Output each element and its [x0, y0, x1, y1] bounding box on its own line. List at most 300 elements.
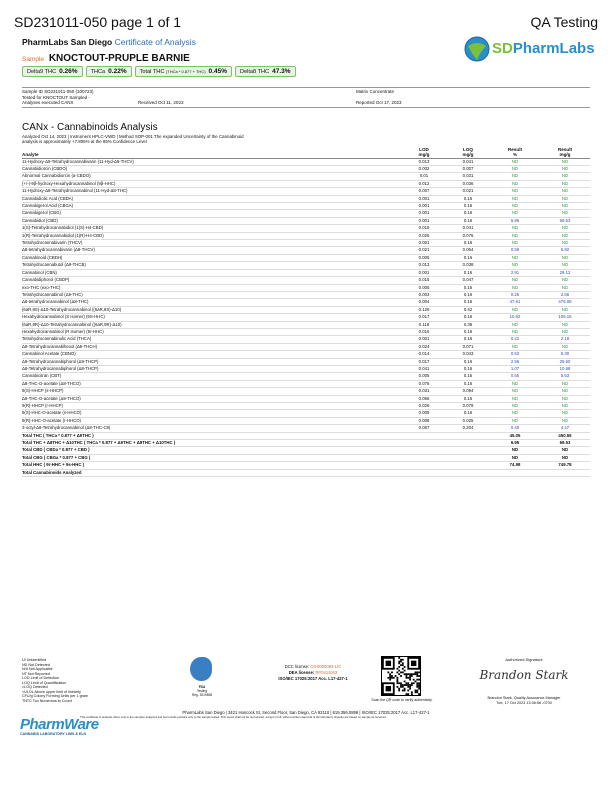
cell-result-pct: ND	[490, 180, 540, 187]
cell-result-mg: ND	[540, 158, 590, 165]
cell-result-pct: 6.95	[490, 440, 540, 447]
cell-loq: 0.39	[446, 321, 490, 328]
table-row	[22, 395, 590, 402]
cell-result-mg: 450.55	[540, 432, 590, 439]
cell-result-pct: 10.62	[490, 314, 540, 321]
fda-line2: Testing	[196, 689, 208, 693]
cell-lod: 0.041	[402, 365, 446, 372]
lab-globe-icon	[464, 36, 490, 62]
cell-result-pct: 1.07	[490, 365, 540, 372]
col-loq	[446, 148, 490, 158]
cell-lod	[402, 440, 446, 447]
cell-lod: 0.008	[402, 417, 446, 424]
cell-loq: 0.16	[446, 373, 490, 380]
cell-result-pct: 45.05	[490, 432, 540, 439]
cell-result-pct: 0.55	[490, 373, 540, 380]
cell-analyte: Δ9-Tetrahydrocannabihexol (Δ9-THCH)	[22, 343, 402, 350]
total-row	[22, 454, 590, 461]
sample-name	[22, 53, 190, 64]
cell-loq: 0.041	[446, 158, 490, 165]
fda-line1: FDA	[198, 685, 206, 689]
cell-analyte: Cannabigerol Acid (CBGA)	[22, 203, 402, 210]
cell-loq: 0.16	[446, 328, 490, 335]
total-row	[22, 469, 590, 476]
table-row	[22, 291, 590, 298]
summary-pills	[22, 66, 296, 77]
cell-analyte: Cannabidiol (CBD)	[22, 217, 402, 224]
abbreviation-legend	[22, 658, 102, 703]
cell-analyte: Cannabidiphorol (CBDP)	[22, 277, 402, 284]
cell-loq: 0.038	[446, 262, 490, 269]
cell-analyte: 1(R)-Tetrahydrocannabidiol (1(R)-H4-CBD)	[22, 232, 402, 239]
cell-result-mg: ND	[540, 328, 590, 335]
loq-label: LOQ	[463, 147, 473, 152]
legend-item: CFU/g Colony Forming Units per 1 gram	[22, 694, 88, 698]
table-row	[22, 217, 590, 224]
cell-result-pct: ND	[490, 306, 540, 313]
license-info	[262, 664, 364, 682]
cell-lod: 0.001	[402, 195, 446, 202]
cell-result-pct: ND	[490, 380, 540, 387]
cell-analyte: Δ8-Tetrahydrocannabiphorol (Δ8-THCP)	[22, 365, 402, 372]
cell-result-mg: ND	[540, 417, 590, 424]
cell-loq	[446, 454, 490, 461]
legend-item: TNTC Too Numerous to Count	[22, 698, 72, 703]
cell-result-mg: ND	[540, 210, 590, 217]
result-mg-unit: mg/g	[559, 151, 571, 157]
cell-result-mg: 5.92	[540, 247, 590, 254]
cell-lod: 0.118	[402, 321, 446, 328]
cell-lod	[402, 469, 446, 476]
cell-analyte: Tetrahydrocannabutol (Δ9-THCB)	[22, 262, 402, 269]
table-row	[22, 328, 590, 335]
cell-result-pct: 2.91	[490, 269, 540, 276]
pill-value: 47.3%	[272, 68, 291, 75]
lab-name-text: PharmLabs San Diego	[22, 37, 113, 47]
cell-result-mg: 2.18	[540, 336, 590, 343]
table-row	[22, 314, 590, 321]
cannabinoid-table	[22, 148, 590, 477]
cell-analyte: Total CBG ( CBGa * 0.877 + CBG )	[22, 454, 402, 461]
pill-value: 0.22%	[108, 68, 127, 75]
fda-icon	[190, 657, 212, 681]
lab-name	[22, 37, 196, 47]
cell-analyte: Tetrahydrocannabinolic Acid (THCA)	[22, 336, 402, 343]
cell-result-pct: ND	[490, 225, 540, 232]
cell-result-mg: ND	[540, 240, 590, 247]
pill-sub: (THCa * 0.877 + THC)	[165, 69, 206, 74]
cell-loq	[446, 440, 490, 447]
cell-result-pct: ND	[490, 284, 540, 291]
loq-unit: mg/g	[462, 151, 474, 157]
table-body	[22, 158, 590, 476]
cell-loq: 0.079	[446, 403, 490, 410]
cell-lod: 0.014	[402, 351, 446, 358]
pill-value: 0.45%	[208, 68, 227, 75]
pill-delta9-thc	[22, 66, 83, 77]
total-row	[22, 447, 590, 454]
section-sub-line1: Analyzed Oct 14, 2023 | Instrument HPLC-VWD | Method SOP-001 The expanded Uncertainty of the Cannabinoid	[22, 134, 244, 139]
cell-result-pct: ND	[490, 395, 540, 402]
cell-result-mg: ND	[540, 380, 590, 387]
table-row	[22, 240, 590, 247]
cell-lod: 0.007	[402, 188, 446, 195]
cell-loq: 0.16	[446, 217, 490, 224]
cell-result-pct: 0.53	[490, 351, 540, 358]
pill-label: THCa	[90, 69, 106, 75]
cell-loq: 0.16	[446, 336, 490, 343]
table-header-row	[22, 148, 590, 158]
sample-prefix: Sample	[22, 56, 45, 63]
dea-license: RP0411043	[315, 670, 338, 675]
cell-loq: 0.031	[446, 173, 490, 180]
cell-result-mg: ND	[540, 166, 590, 173]
cell-loq: 0.16	[446, 284, 490, 291]
cell-analyte: Δ9-Tetrahydrocannabiphorol (Δ9-THCP)	[22, 358, 402, 365]
cell-lod: 0.031	[402, 388, 446, 395]
cell-analyte: Cannabicitran (CBT)	[22, 373, 402, 380]
cell-result-mg: ND	[540, 410, 590, 417]
cell-analyte: Cannabinol Acetate (CBNO)	[22, 351, 402, 358]
table-row	[22, 262, 590, 269]
certificate-title: Certificate of Analysis	[114, 37, 196, 47]
cell-result-mg: 5.53	[540, 373, 590, 380]
cell-lod: 0.002	[402, 166, 446, 173]
cell-result-mg: ND	[540, 173, 590, 180]
cell-lod: 0.004	[402, 299, 446, 306]
cell-lod	[402, 454, 446, 461]
cell-loq: 0.025	[446, 417, 490, 424]
legend-item: LOQ Limit of Quantification	[22, 680, 67, 685]
cell-analyte: 11-Hydroxy-Δ8-Tetrahydrocannabinol (11-Hyd-Δ8-THC)	[22, 188, 402, 195]
cell-analyte: Δ8-THC-O-acetate (Δ8-THCO)	[22, 380, 402, 387]
cell-lod: 0.001	[402, 203, 446, 210]
cell-result-mg: ND	[540, 454, 590, 461]
cell-loq: 0.16	[446, 299, 490, 306]
cell-lod: 0.013	[402, 158, 446, 165]
cell-result-pct: ND	[490, 388, 540, 395]
table-row	[22, 195, 590, 202]
cell-result-pct: 0.59	[490, 247, 540, 254]
cell-result-mg: ND	[540, 321, 590, 328]
qr-caption: Scan the QR code to verify authenticity.	[371, 698, 433, 702]
cell-loq: 0.16	[446, 291, 490, 298]
cell-loq: 0.094	[446, 388, 490, 395]
received-date: Received Oct 11, 2023	[138, 100, 184, 106]
table-row	[22, 284, 590, 291]
cell-loq: 0.16	[446, 410, 490, 417]
table-row	[22, 180, 590, 187]
legend-item: <ULOL Above upper limit of linearity	[22, 689, 81, 694]
cell-result-pct: ND	[490, 188, 540, 195]
pill-total-thc	[135, 66, 232, 77]
cell-result-mg: 749.78	[540, 462, 590, 469]
table-row	[22, 425, 590, 432]
cell-loq: 0.16	[446, 203, 490, 210]
cell-analyte: (6aR,9S)-Δ10-Tetrahydrocannabinol ((6aR,9S)-Δ10)	[22, 306, 402, 313]
cell-result-pct: 2.56	[490, 358, 540, 365]
result-pct-unit: %	[512, 151, 518, 157]
legend-item: LOD Limit of Detection	[22, 676, 60, 680]
table-row	[22, 254, 590, 261]
fda-line3: Reg. 3019838	[191, 693, 213, 697]
cell-analyte: Cannabigerol (CBG)	[22, 210, 402, 217]
cell-result-mg: 69.53	[540, 217, 590, 224]
cell-result-mg: 4.47	[540, 425, 590, 432]
pill-label: Total THC	[139, 69, 165, 75]
cell-loq: 0.047	[446, 277, 490, 284]
cell-result-mg: 106.16	[540, 314, 590, 321]
cell-lod: 0.005	[402, 410, 446, 417]
cell-analyte: (6aR,9R)-Δ10-Tetrahydrocannabinol ((6aR,9R)-Δ10)	[22, 321, 402, 328]
cell-analyte: Total THC + Δ8THC + Δ10THC ( THCa * 0.877 + Δ9THC + Δ8THC + Δ10THC )	[22, 440, 402, 447]
total-row	[22, 462, 590, 469]
table-row	[22, 321, 590, 328]
cell-analyte: 11-Hydroxy-Δ9-Tetrahydrocannabivarin (11-Hyd-Δ9-THCV)	[22, 158, 402, 165]
table-row	[22, 203, 590, 210]
cell-loq: 0.16	[446, 195, 490, 202]
legend-item: UI Unidentified	[22, 658, 47, 662]
table-row	[22, 306, 590, 313]
cell-result-mg: 10.68	[540, 365, 590, 372]
cell-lod: 0.001	[402, 210, 446, 217]
cell-lod: 0.005	[402, 284, 446, 291]
fda-badge	[184, 655, 220, 699]
cell-loq: 0.16	[446, 210, 490, 217]
table-row	[22, 365, 590, 372]
total-row	[22, 432, 590, 439]
cell-result-mg	[540, 469, 590, 476]
cell-result-mg: ND	[540, 306, 590, 313]
cell-loq: 0.043	[446, 351, 490, 358]
cell-result-pct: ND	[490, 403, 540, 410]
cell-result-mg: ND	[540, 343, 590, 350]
sample-name-text: KNOCTOUT-PRUPLE BARNIE	[48, 53, 190, 64]
signer-info	[470, 696, 578, 705]
table-row	[22, 343, 590, 350]
cell-analyte: Cannabidiolic Acid (CBDA)	[22, 195, 402, 202]
cell-lod: 0.001	[402, 336, 446, 343]
table-row	[22, 277, 590, 284]
cell-result-pct: ND	[490, 447, 540, 454]
cell-analyte: 3-octyl-Δ8-Tetrahydrocannabinol (Δ8-THC-C8)	[22, 425, 402, 432]
cell-result-mg: ND	[540, 254, 590, 261]
iso-accreditation: ISO/IEC 17025:2017 Acc. L17-427-1	[278, 676, 348, 681]
cell-analyte: Δ8-tetrahydrocannabivarin (Δ8-THCV)	[22, 247, 402, 254]
cell-result-pct: ND	[490, 232, 540, 239]
cell-result-pct: ND	[490, 410, 540, 417]
sample-info	[22, 89, 590, 106]
cell-result-pct: ND	[490, 417, 540, 424]
signature-image: Brandon Stark	[479, 668, 569, 682]
table-row	[22, 417, 590, 424]
cell-loq: 0.071	[446, 343, 490, 350]
cell-loq: 0.42	[446, 306, 490, 313]
cell-lod: 0.017	[402, 314, 446, 321]
analyses: Analyses executed CANX	[22, 100, 74, 106]
cell-analyte: 9(R)-HHC-O-acetate (r-HHCO)	[22, 417, 402, 424]
cell-lod: 0.021	[402, 247, 446, 254]
cell-result-pct: ND	[490, 203, 540, 210]
document-id: SD231011-050 page 1 of 1	[14, 14, 182, 30]
cell-analyte: Δ8-tetrahydrocannabinol (Δ8-THC)	[22, 299, 402, 306]
footer-address: PharmLabs San Diego | 3421 Hancock St, Second Floor, San Diego, CA 92110 | 619.356.0898 | ISO/IEC 17025:2017 Acc. L17-427-1	[182, 710, 430, 715]
cell-result-pct: 0.26	[490, 291, 540, 298]
cell-analyte: Tetrahydrocannabivarin (THCV)	[22, 240, 402, 247]
table-row	[22, 269, 590, 276]
pharmware-logo	[20, 716, 99, 746]
signature-heading: Authorized Signature	[505, 657, 543, 662]
pill-thca	[86, 66, 132, 77]
cell-result-pct: ND	[490, 277, 540, 284]
cell-result-pct: ND	[490, 195, 540, 202]
cell-analyte: (+/-)-9β-hydroxy-Hexahydrocannabinol (9β-HHC)	[22, 180, 402, 187]
lod-label: LOD	[419, 147, 429, 152]
cell-analyte: 9(S)-HHC-O-acetate (s-HHCO)	[22, 410, 402, 417]
footer-disclaimer: This certificate of analysis refers only to the samples analyzed and test results pertains only to the sample tested. This report shall not be reproduced, except in full, without written approval of the laboratory. Results are based on sample as received.	[80, 716, 387, 719]
cell-result-pct: ND	[490, 254, 540, 261]
col-lod	[402, 148, 446, 158]
cell-loq: 0.16	[446, 254, 490, 261]
cell-result-pct: ND	[490, 454, 540, 461]
legend-item: N/A Not Applicable	[22, 667, 53, 671]
cell-analyte: Total HHC ( 9r-HHC + 9s-HHC )	[22, 462, 402, 469]
table-row	[22, 336, 590, 343]
signer-name: Brandon Stark, Quality Assurance Manager	[487, 696, 561, 700]
col-result-pct	[490, 148, 540, 158]
table-row	[22, 358, 590, 365]
cell-result-mg: 29.12	[540, 269, 590, 276]
cell-result-mg: ND	[540, 277, 590, 284]
table-row	[22, 388, 590, 395]
table-row	[22, 158, 590, 165]
cell-lod: 0.025	[402, 232, 446, 239]
cell-loq: 0.16	[446, 395, 490, 402]
sdpharmlabs-logo	[464, 36, 594, 64]
table-row	[22, 299, 590, 306]
table-row	[22, 210, 590, 217]
cell-analyte: Cannabinol (CBN)	[22, 269, 402, 276]
pill-value: 0.26%	[59, 68, 78, 75]
cell-result-mg: 476.08	[540, 299, 590, 306]
cell-analyte: Abnormal Cannabidiorcin (a-CBDO)	[22, 173, 402, 180]
table-row	[22, 351, 590, 358]
cell-loq: 0.16	[446, 358, 490, 365]
cell-loq	[446, 462, 490, 469]
cell-loq	[446, 432, 490, 439]
cell-loq: 0.041	[446, 225, 490, 232]
table-row	[22, 373, 590, 380]
cell-analyte: Hexahydrocannabinol (R Isomer) (9r-HHC)	[22, 328, 402, 335]
cell-result-mg: 2.56	[540, 291, 590, 298]
cell-lod: 0.066	[402, 395, 446, 402]
cell-result-pct: ND	[490, 173, 540, 180]
cell-result-mg: 69.53	[540, 440, 590, 447]
verification-qr-code[interactable]	[381, 656, 421, 696]
cell-analyte: exo-THC (exo-THC)	[22, 284, 402, 291]
cell-lod: 0.001	[402, 217, 446, 224]
cell-lod: 0.015	[402, 225, 446, 232]
result-pct-label: Result	[507, 147, 523, 152]
pill-delta8-thc	[235, 66, 296, 77]
cell-result-mg: 5.30	[540, 351, 590, 358]
dea-label: DEA license:	[288, 670, 315, 675]
table-row	[22, 188, 590, 195]
cell-lod: 0.01	[402, 173, 446, 180]
cell-loq: 0.204	[446, 425, 490, 432]
pill-label: Delta9 THC	[27, 69, 57, 75]
cell-result-pct: ND	[490, 210, 540, 217]
legend-item: NT Not Reported	[22, 671, 50, 676]
tested-for: Tested for KNOCTOUT Sampled -	[22, 94, 90, 100]
cell-result-pct: 0.22	[490, 336, 540, 343]
cell-lod	[402, 462, 446, 469]
cell-result-mg: 25.60	[540, 358, 590, 365]
table-row	[22, 380, 590, 387]
section-sub-line2: analysis is approximately +7.806% at the 95% Confidence Level	[22, 139, 147, 145]
table-row	[22, 225, 590, 232]
cell-lod: 0.012	[402, 180, 446, 187]
cell-analyte: Δ9-THC-O-acetate (Δ9-THCO)	[22, 395, 402, 402]
cell-loq	[446, 469, 490, 476]
cell-result-pct: ND	[490, 240, 540, 247]
cell-result-pct: ND	[490, 343, 540, 350]
cell-result-mg: ND	[540, 262, 590, 269]
cell-loq: 0.064	[446, 247, 490, 254]
cell-analyte: Total THC ( THCa * 0.877 + Δ9THC )	[22, 432, 402, 439]
cell-analyte: 1(S)-Tetrahydrocannabidiol (1(S)-H4-CBD)	[22, 225, 402, 232]
pill-label: Delta8 THC	[239, 69, 270, 75]
cell-lod	[402, 447, 446, 454]
cell-analyte: Hexahydrocannabinol (S Isomer) (9S-HHC)	[22, 314, 402, 321]
logo-pharmlabs: PharmLabs	[512, 40, 595, 57]
cell-loq: 0.036	[446, 180, 490, 187]
legend-item: <LOQ Detected	[22, 685, 48, 689]
cell-lod: 0.013	[402, 262, 446, 269]
cell-result-pct: ND	[490, 262, 540, 269]
lod-unit: mg/g	[418, 151, 430, 157]
cell-result-mg: ND	[540, 388, 590, 395]
cell-result-mg: ND	[540, 447, 590, 454]
cell-loq: 0.021	[446, 188, 490, 195]
dcc-label: DCC license:	[284, 664, 310, 669]
cell-result-mg: ND	[540, 188, 590, 195]
qa-testing-label: QA Testing	[530, 14, 598, 30]
cell-result-pct: 6.95	[490, 217, 540, 224]
cell-lod: 0.015	[402, 277, 446, 284]
cell-result-mg: ND	[540, 232, 590, 239]
cell-analyte: Cannabidiorcin (CBDO)	[22, 166, 402, 173]
section-title: CANx - Cannabinoids Analysis	[22, 122, 158, 133]
cell-result-mg: ND	[540, 284, 590, 291]
cell-result-mg: ND	[540, 195, 590, 202]
cell-loq: 0.16	[446, 365, 490, 372]
dcc-license: C8-0000093-LIC	[310, 664, 342, 669]
cell-analyte: Tetrahydrocannabinol (Δ9-THC)	[22, 291, 402, 298]
cell-analyte: 9(R)-HHCP (r-HHCP)	[22, 403, 402, 410]
cell-loq: 0.075	[446, 232, 490, 239]
cell-result-mg: ND	[540, 225, 590, 232]
table-row	[22, 410, 590, 417]
reported-date: Reported Oct 17, 2023	[356, 100, 402, 106]
cell-result-pct: ND	[490, 166, 540, 173]
result-mg-label: Result	[557, 147, 573, 152]
cell-lod: 0.126	[402, 306, 446, 313]
cell-result-mg: ND	[540, 403, 590, 410]
total-row	[22, 440, 590, 447]
cell-result-pct: 74.98	[490, 462, 540, 469]
logo-sd: SD	[492, 40, 513, 57]
